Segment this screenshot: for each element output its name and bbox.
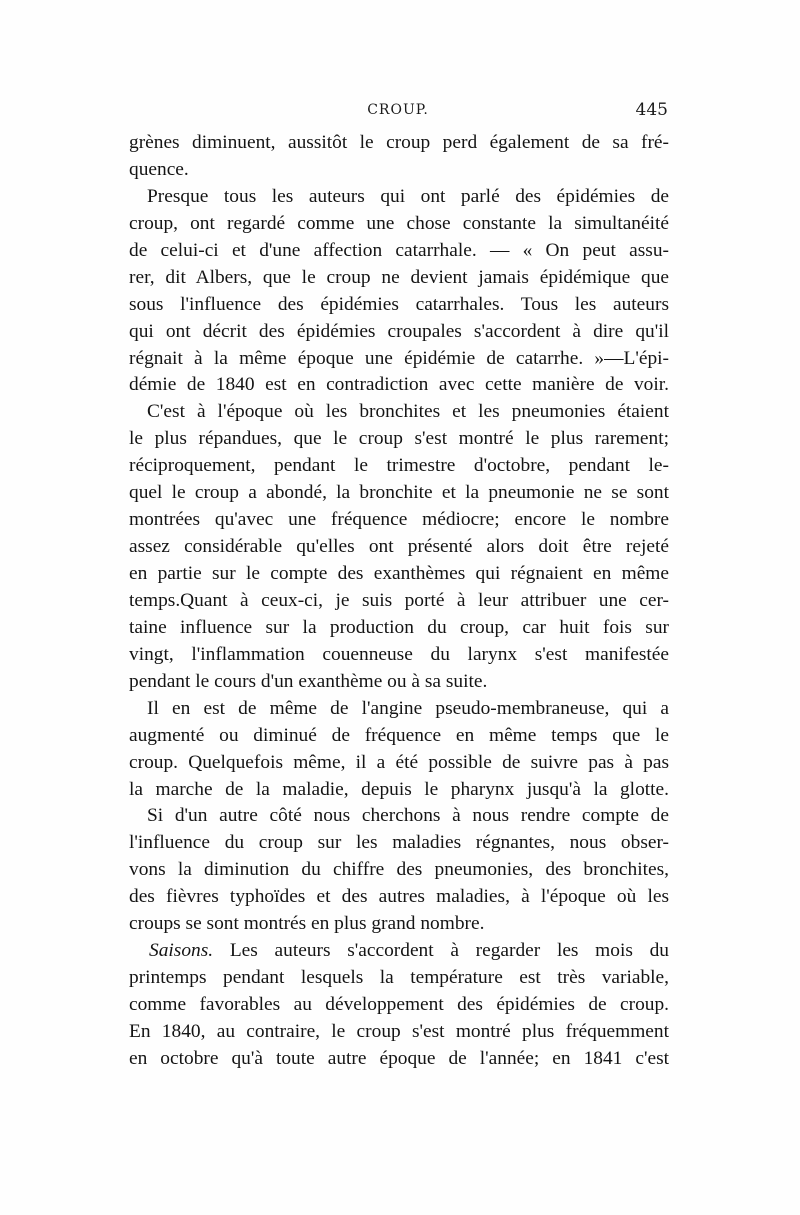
running-head <box>128 100 668 126</box>
text-line: croups se sont montrés en plus grand nombre. <box>129 913 485 935</box>
text-line: vons la diminution du chiffre des pneumonies, des bronchites, <box>129 859 669 881</box>
text-line: Il en est de même de l'angine pseudo-membraneuse, qui a <box>147 697 669 719</box>
text-line: régnait à la même époque une épidémie de catarrhe. »—L'épi- <box>129 347 669 369</box>
page-number: 445 <box>635 100 668 120</box>
text-line: quence. <box>129 158 189 180</box>
text-line: pendant le cours d'un exanthème ou à sa suite. <box>129 670 488 692</box>
text-line: quel le croup a abondé, la bronchite et la pneumonie ne se sont <box>129 482 669 504</box>
text-line: augmenté ou diminué de fréquence en même temps que le <box>129 724 669 746</box>
text-line: qui ont décrit des épidémies croupales s'accordent à dire qu'il <box>129 320 669 342</box>
text-line: croup. Quelquefois même, il a été possible de suivre pas à pas <box>129 751 669 773</box>
text-line: assez considérable qu'elles ont présenté alors doit être rejeté <box>129 536 669 558</box>
text-line: l'influence du croup sur les maladies régnantes, nous obser- <box>129 832 669 854</box>
body-text <box>129 130 669 1073</box>
text-line: sous l'influence des épidémies catarrhales. Tous les auteurs <box>129 293 669 315</box>
text-line: le plus répandues, que le croup s'est montré le plus rarement; <box>129 428 669 450</box>
text-line: croup, ont regardé comme une chose constante la simultanéité <box>129 212 669 234</box>
text-line-saisons <box>129 938 669 965</box>
text-line: la marche de la maladie, depuis le pharynx jusqu'à la glotte. <box>129 778 669 800</box>
saisons-text: Les auteurs s'accordent à regarder les mois du <box>229 940 669 962</box>
text-line: en partie sur le compte des exanthèmes qui régnaient en même <box>129 563 669 584</box>
text-line: des fièvres typhoïdes et des autres maladies, à l'époque où les <box>129 886 669 908</box>
saisons-heading: Saisons. <box>149 940 214 962</box>
text-line: rer, dit Albers, que le croup ne devient jamais épidémique que <box>129 266 669 288</box>
text-line: grènes diminuent, aussitôt le croup perd également de sa fré- <box>129 132 669 153</box>
text-line: montrées qu'avec une fréquence médiocre; encore le nombre <box>129 509 669 531</box>
text-line: Si d'un autre côté nous cherchons à nous rendre compte de <box>147 805 669 827</box>
text-line: C'est à l'époque où les bronchites et les pneumonies étaient <box>147 401 669 423</box>
text-line: En 1840, au contraire, le croup s'est montré plus fréquemment <box>129 1020 669 1042</box>
text-line: réciproquement, pendant le trimestre d'octobre, pendant le- <box>129 455 669 477</box>
running-title: CROUP. <box>367 102 429 118</box>
text-line: comme favorables au développement des épidémies de croup. <box>129 994 669 1015</box>
text-line: vingt, l'inflammation couenneuse du larynx s'est manifestée <box>129 643 669 665</box>
text-line: temps.Quant à ceux-ci, je suis porté à leur attribuer une cer- <box>129 589 669 611</box>
text-line: démie de 1840 est en contradiction avec cette manière de voir. <box>129 374 669 396</box>
text-line: printemps pendant lesquels la température est très variable, <box>129 967 669 989</box>
text-line: taine influence sur la production du croup, car huit fois sur <box>129 616 669 638</box>
text-line: Presque tous les auteurs qui ont parlé des épidémies de <box>147 185 669 207</box>
text-line: en octobre qu'à toute autre époque de l'année; en 1841 c'est <box>129 1047 669 1069</box>
text-line: de celui-ci et d'une affection catarrhale. — « On peut assu- <box>129 239 669 261</box>
